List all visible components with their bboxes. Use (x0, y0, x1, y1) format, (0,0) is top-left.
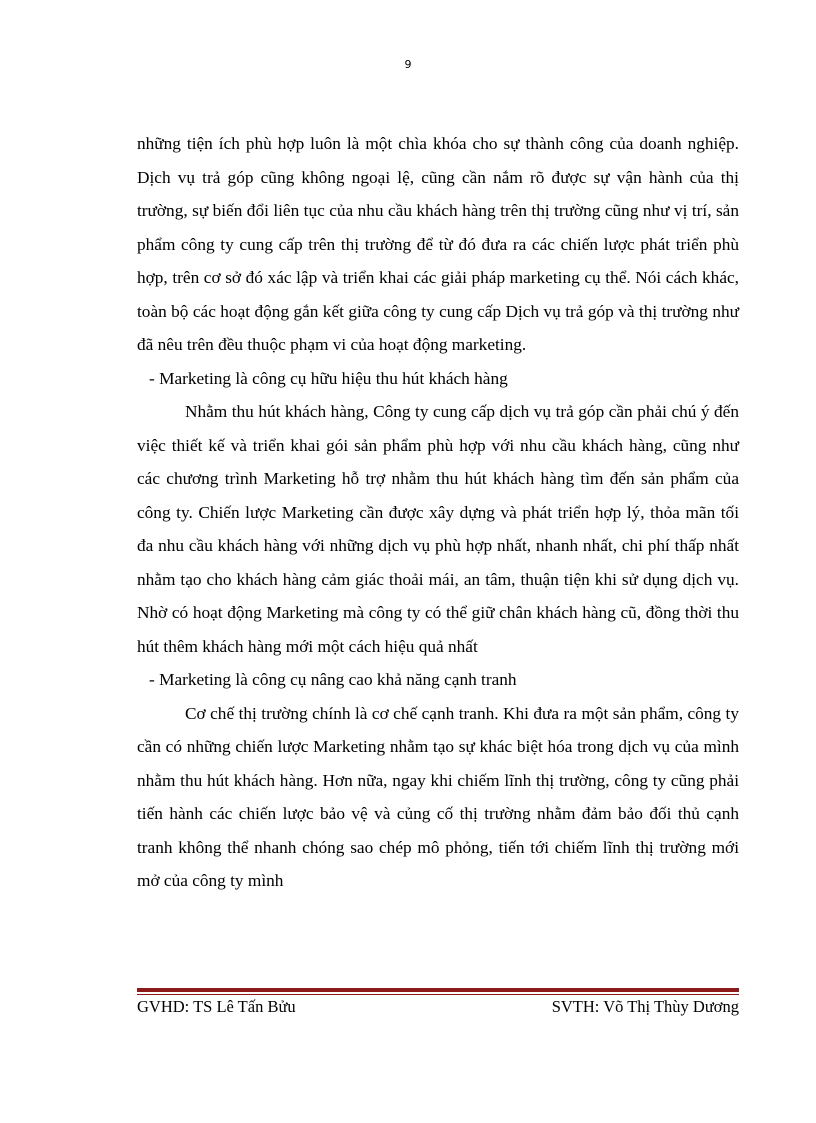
footer-student: SVTH: Võ Thị Thùy Dương (551, 997, 739, 1016)
paragraph-competitiveness: Cơ chế thị trường chính là cơ chế cạnh tranh. Khi đưa ra một sản phẩm, công ty cần có những chiến lược Marketing nhằm tạo sự khác biệt hóa trong dịch vụ của mình nhằm thu hút khách hàng. Hơn nữa, ngay khi chiếm lĩnh thị trường, công ty cũng phải tiến hành các chiến lược bảo vệ và củng cố thị trường nhằm đảm bảo đối thủ cạnh tranh không thể nhanh chóng sao chép mô phỏng, tiến tới chiếm lĩnh thị trường mới mở của công ty mình (137, 703, 739, 890)
body-text (137, 127, 739, 898)
footer-supervisor: GVHD: TS Lê Tấn Bửu (137, 997, 296, 1016)
page-number: 9 (404, 58, 412, 71)
page-footer (137, 997, 739, 1017)
paragraph-intro-continued: những tiện ích phù hợp luôn là một chìa khóa cho sự thành công của doanh nghiệp. Dịch vụ trả góp cũng không ngoại lệ, cũng cần nắm rõ được sự vận hành của thị trường, sự biến đổi liên tục của nhu cầu khách hàng trên thị trường cũng như vị trí, sản phẩm công ty cung cấp trên thị trường để từ đó đưa ra các chiến lược phát triển phù hợp, trên cơ sở đó xác lập và triển khai các giải pháp marketing cụ thể. Nói cách khác, toàn bộ các hoạt động gắn kết giữa công ty cung cấp Dịch vụ trả góp và thị trường như đã nêu trên đều thuộc phạm vi của hoạt động marketing. (137, 134, 739, 354)
paragraph-attract-customers: Nhằm thu hút khách hàng, Công ty cung cấp dịch vụ trả góp cần phải chú ý đến việc thiết kế và triển khai gói sản phẩm phù hợp với nhu cầu khách hàng, cũng như các chương trình Marketing hỗ trợ nhằm thu hút khách hàng tìm đến sản phẩm của công ty. Chiến lược Marketing cần được xây dựng và phát triển hợp lý, thỏa mãn tối đa nhu cầu khách hàng với những dịch vụ phù hợp nhất, nhanh nhất, chi phí thấp nhất nhằm tạo cho khách hàng cảm giác thoải mái, an tâm, thuận tiện khi sử dụng dịch vụ. Nhờ có hoạt động Marketing mà công ty có thể giữ chân khách hàng cũ, đồng thời thu hút thêm khách hàng mới một cách hiệu quả nhất (137, 402, 739, 656)
bullet-attract-customers: - Marketing là công cụ hữu hiệu thu hút khách hàng (149, 368, 508, 388)
footer-rule-thick (137, 988, 739, 992)
footer-rule-thin (137, 994, 739, 995)
bullet-competitiveness: - Marketing là công cụ nâng cao khả năng cạnh tranh (149, 670, 517, 689)
